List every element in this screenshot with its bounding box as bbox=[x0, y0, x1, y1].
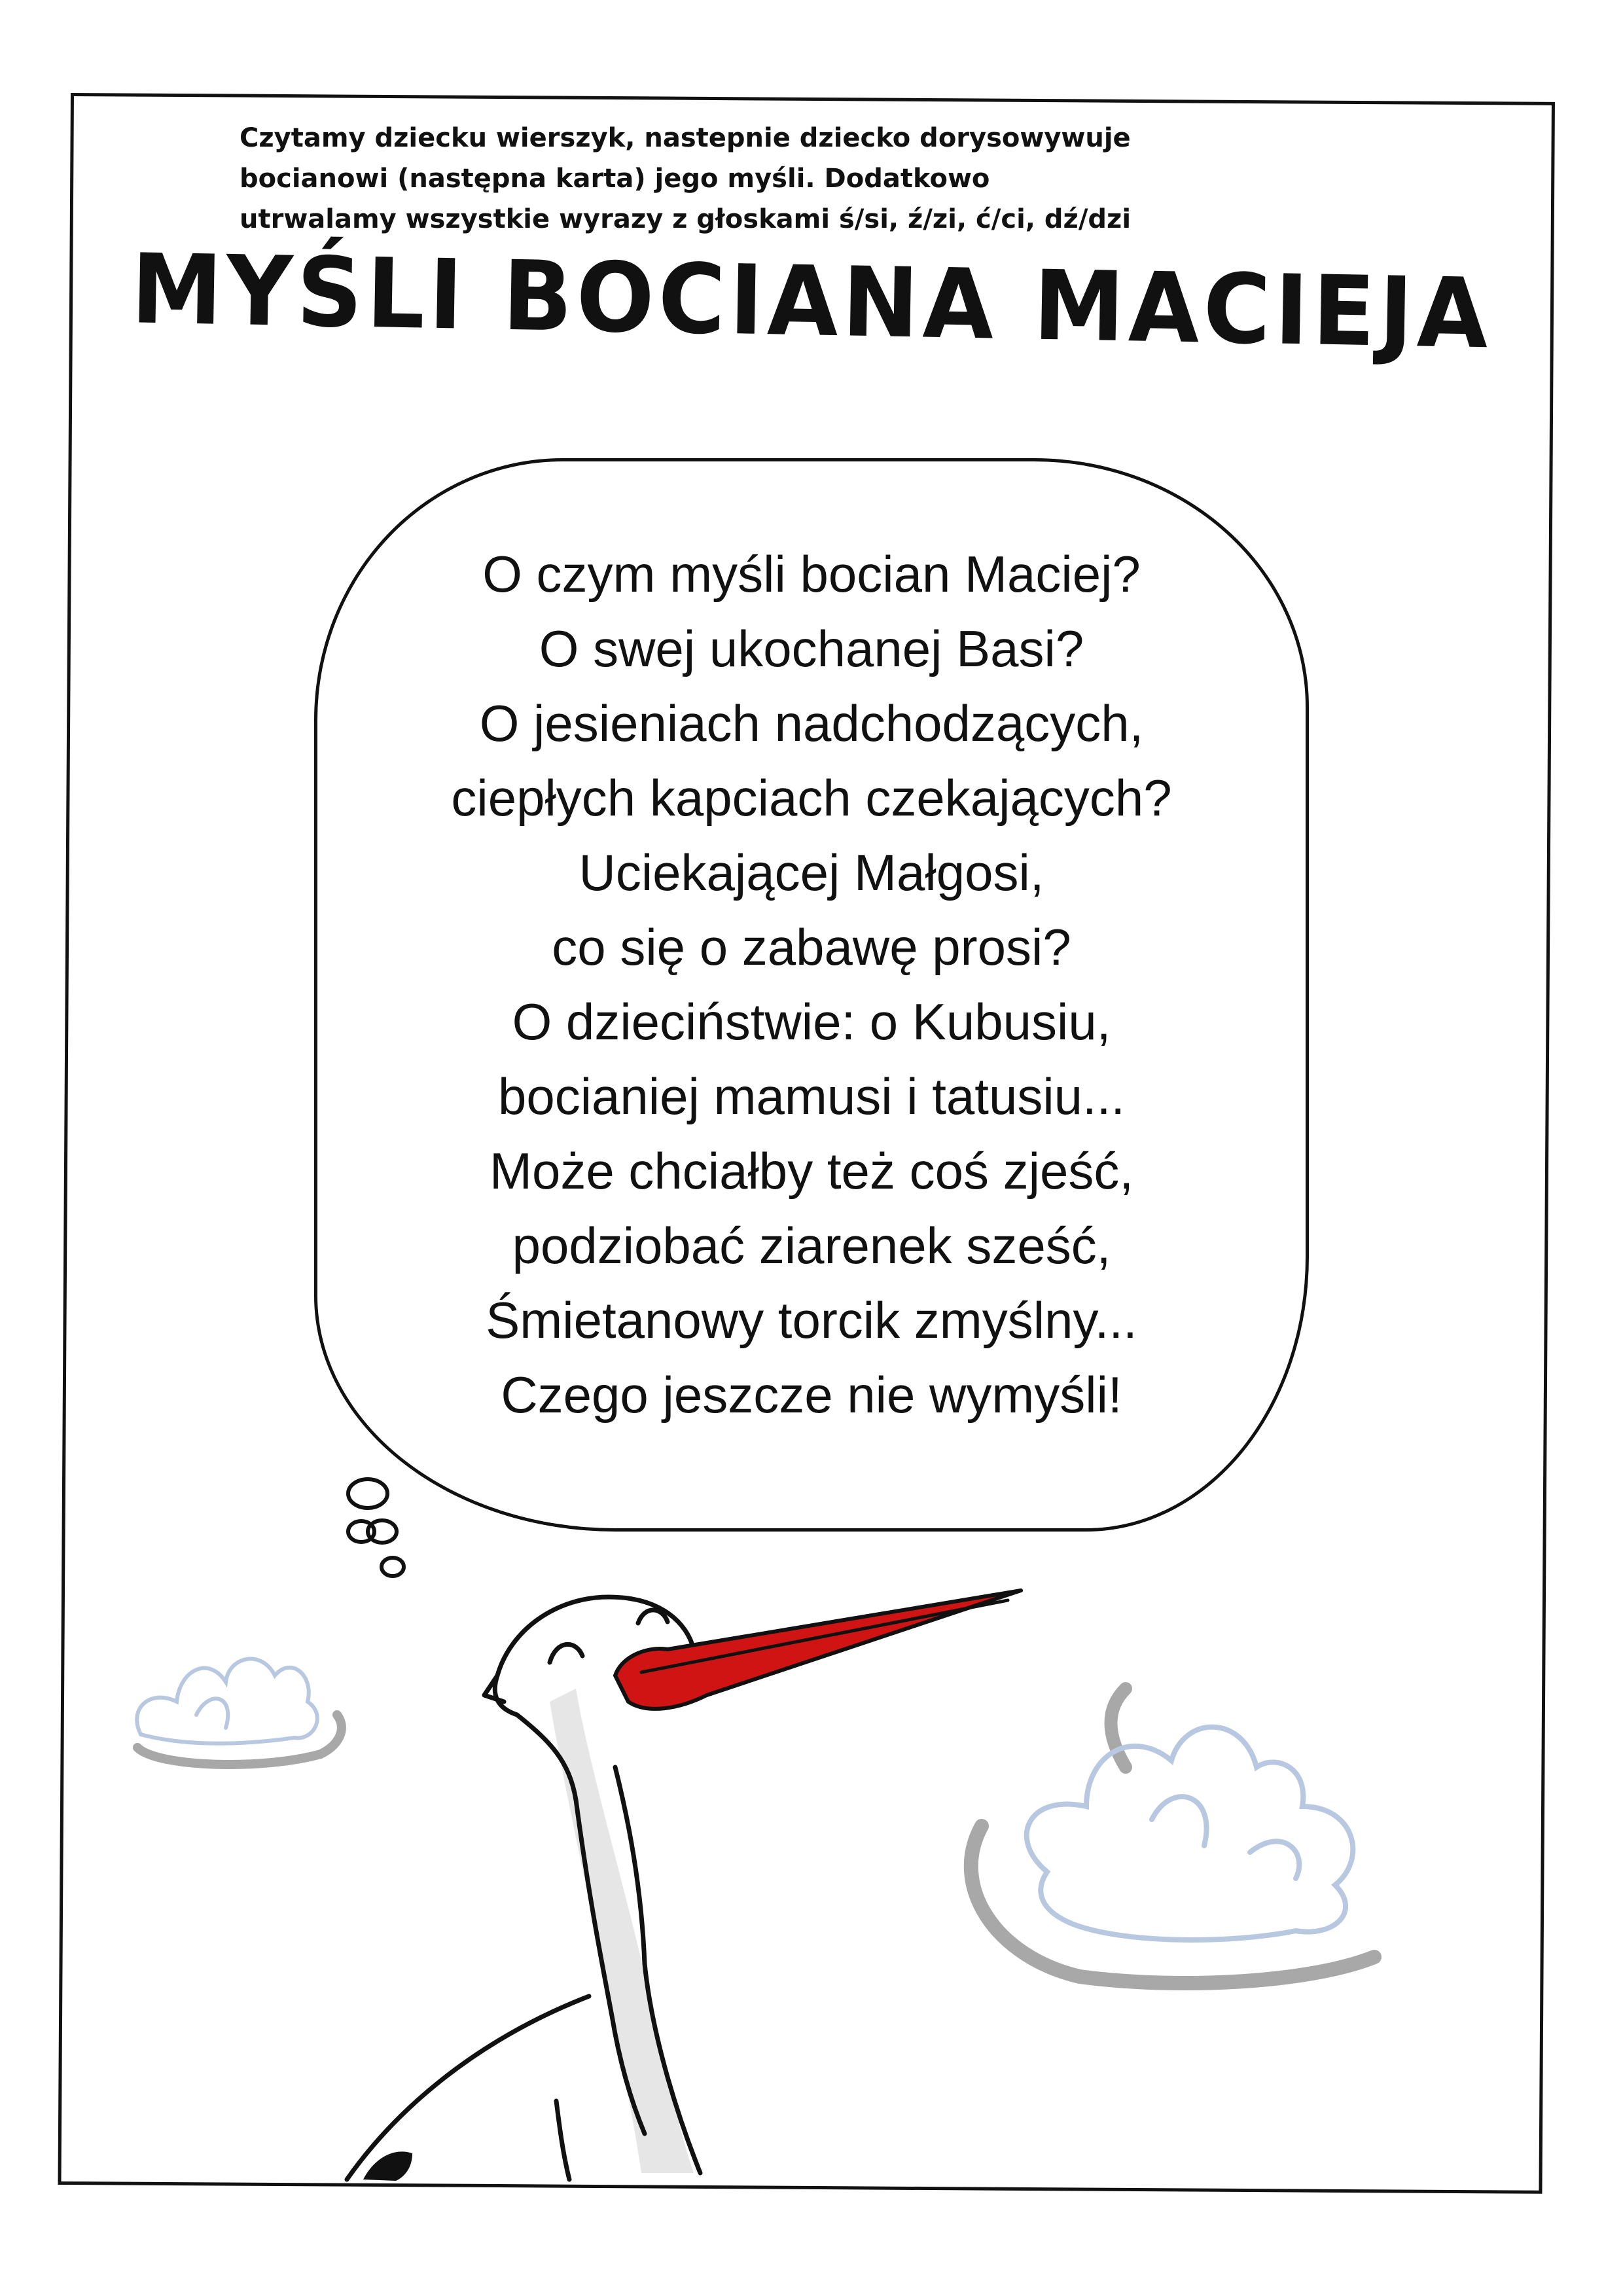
instructions-text bbox=[240, 118, 1156, 240]
poem-line: ciepłych kapciach czekających? bbox=[451, 769, 1172, 827]
poem-line: bocianiej mamusi i tatusiu... bbox=[497, 1067, 1126, 1125]
poem bbox=[314, 537, 1309, 1432]
poem-line: Może chciałby też coś zjeść, bbox=[489, 1142, 1134, 1200]
poem-line: O czym myśli bocian Maciej? bbox=[482, 545, 1141, 603]
poem-line: Uciekającej Małgosi, bbox=[579, 844, 1044, 901]
worksheet-title: MYŚLI BOCIANA MACIEJA bbox=[130, 233, 1493, 371]
poem-line: podziobać ziarenek sześć, bbox=[512, 1217, 1111, 1274]
poem-line: O swej ukochanej Basi? bbox=[539, 620, 1084, 677]
instructions-line: Czytamy dziecku wierszyk, nastepnie dziecko dorysowywuje bbox=[240, 123, 1131, 153]
instructions-line: utrwalamy wszystkie wyrazy z głoskami ś/si, ź/zi, ć/ci, dź/dzi bbox=[240, 204, 1132, 234]
instructions-line: bocianowi (następna karta) jego myśli. Dodatkowo bbox=[240, 164, 990, 194]
poem-line: co się o zabawę prosi? bbox=[552, 918, 1071, 976]
poem-line: O dzieciństwie: o Kubusiu, bbox=[512, 993, 1111, 1050]
poem-line: Czego jeszcze nie wymyśli! bbox=[501, 1366, 1122, 1424]
poem-line: Śmietanowy torcik zmyślny... bbox=[486, 1291, 1137, 1349]
poem-line: O jesieniach nadchodzących, bbox=[479, 694, 1144, 752]
